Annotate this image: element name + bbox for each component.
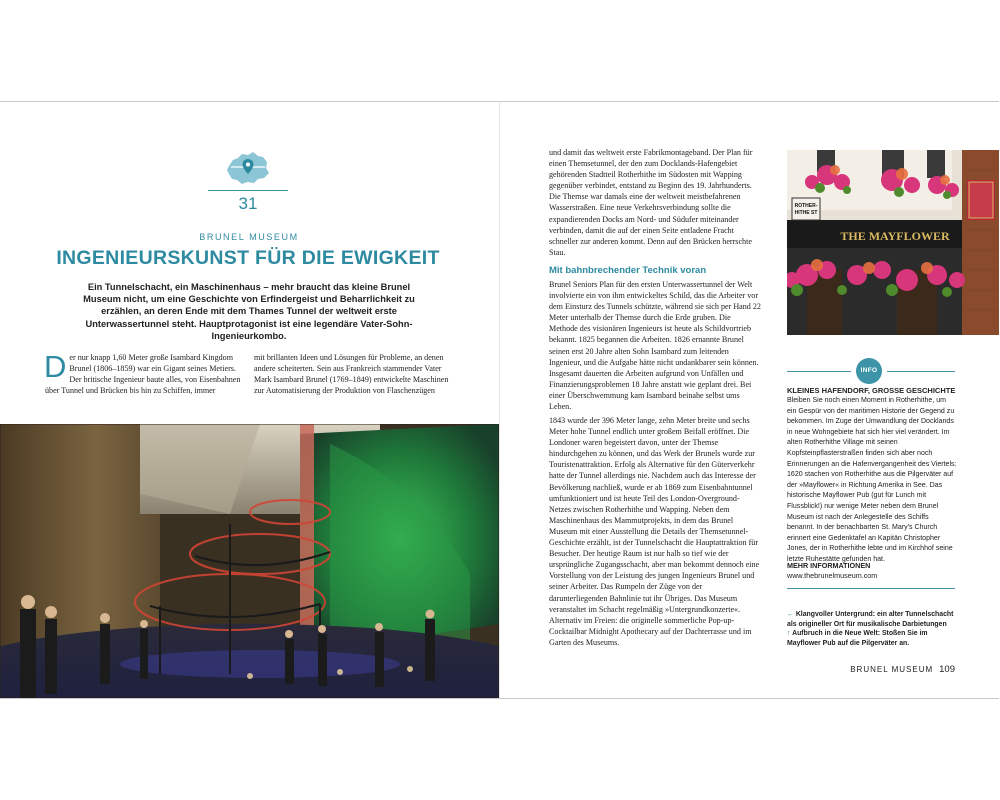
svg-text:ROTHER-: ROTHER- (794, 203, 818, 209)
info-rule-left (787, 371, 851, 372)
section-subhead: Mit bahnbrechender Technik voran (549, 265, 707, 276)
caption-1: Klangvoller Untergrund: ein alter Tunnelschacht als origineller Ort für musikalische Darbietungen (787, 611, 954, 628)
page-footer (850, 664, 955, 675)
intro-column-1 (44, 349, 241, 396)
info-title: KLEINES HAFENDORF, GROSSE GESCHICHTE (787, 386, 956, 395)
body-column-para1 (549, 147, 761, 258)
mayflower-pub-photo (787, 150, 999, 335)
more-info-title: MEHR INFORMATIONEN (787, 561, 871, 570)
page-number: 109 (939, 664, 955, 675)
chapter-kicker: BRUNEL MUSEUM (199, 232, 299, 242)
london-map-pin-icon (225, 150, 271, 186)
page-gutter (499, 102, 500, 698)
intro-column-2 (254, 352, 454, 396)
arrow-left-icon: ← (787, 611, 794, 618)
info-text: Bleiben Sie noch einen Moment in Rotherhithe, um ein Gespür von der maritimen Historie der Gegend zu bekommen. Im Zuge der Umwandlung der Docklands in neue Wohngebiete hat sich hier viel verändert. Im alten Rotherhithe Village mit seinen Kopfsteinpflasterstraßen finden sich aber noch Erinnerungen an die Hafenvergangenheit des Viertels: 1620 stachen von Rotherhithe aus die Pilgerväter auf der »Mayflower« in Richtung Amerika in See. Das historische Mayflower Pub (gut für Lunch mit Flussblick!) nur wenige Meter neben dem Brunel Museum ist nach der Anlegestelle des Schiffs benannt. In der benachbarten St. Mary's Church erinnert eine Gedenktafel an Kapitän Christopher Jones, der in Rotherhithe lebte und im Kirchhof seine letzte Ruhestätte gefunden hat. (787, 397, 957, 563)
info-badge: INFO (856, 358, 882, 384)
pub-sign-text: THE MAYFLOWER (840, 229, 950, 243)
body-column-para2 (549, 279, 761, 412)
dropcap: D (44, 349, 67, 384)
tunnel-shaft-photo (0, 424, 499, 698)
info-rule-right (887, 371, 955, 372)
chapter-headline: INGENIEURSKUNST FÜR DIE EWIGKEIT (56, 247, 440, 269)
info-body (787, 396, 957, 566)
photo-captions (787, 610, 959, 648)
info-end-rule (787, 588, 955, 589)
chapter-number: 31 (238, 194, 258, 213)
arrow-up-icon: ↑ (787, 630, 791, 638)
body-para-2: Brunel Seniors Plan für den ersten Unterwassertunnel der Welt involvierte ein von ihm entwickeltes Schild, das die Arbeiter vor dem Einsturz des Tunnels schützte, während sie sich per Hand 22 Meter unterhalb der Themse durch die Erde gruben. Die Methode des visionären Ingenieurs ist heute als Schildvortrieb bekannt. 1825 begannen die Arbeiten. 1826 ernannte Brunel seinen erst 20 Jahre alten Sohn Isambard zum leitenden Ingenieur, und die Aufgabe hätte nicht undankbarer sein können. Insgesamt dauerten die Arbeiten aufgrund von Unfällen und Finanzierungsproblemen 18 Jahre anstatt wie geplant drei. Bei einer Überschwemmung kam Isambard beinahe selbst ums Leben. (549, 280, 761, 412)
caption-2: Aufbruch in die Neue Welt: Stoßen Sie im Mayflower Pub auf die Pilgerväter an. (787, 630, 928, 647)
svg-text:HITHE ST: HITHE ST (794, 210, 818, 216)
more-info-url[interactable]: www.thebrunelmuseum.com (787, 571, 878, 580)
chapter-lead: Ein Tunnelschacht, ein Maschinenhaus – mehr braucht das kleine Brunel Museum nicht, um eine Geschichte von Erfindergeist und Beharrlichkeit zu erzählen, an deren Ende mit dem Thames Tunnel der weltweit erste Unterwassertunnel steht. Hauptprotagonist ist eine legendäre Vater-Sohn-Ingenieurkombo. (83, 282, 415, 341)
book-spread (0, 101, 999, 699)
body-para-1: und damit das weltweit erste Fabrikmontageband. Der Plan für einen Themsetunnel, der den zum Docklands-Hafengebiet gehörenden Stadtteil Rotherhithe im Südosten mit Wapping gegenüber verbindet, entstand zu Beginn des 19. Jahrhunderts. Die Themse war damals eine der weltweit meistbefahrenen Wasserstraßen. Eine neue Verkehrsverbindung sollte die expandierenden Docks am Nord- und Südufer miteinander verbinden, damit die auf der einen Seite entladene Fracht schneller zur anderen kommt. Denn auf den Brücken herrschte Stau. (549, 148, 753, 257)
running-head: BRUNEL MUSEUM (850, 665, 934, 674)
body-para-3: 1843 wurde der 396 Meter lange, zehn Meter breite und sechs Meter hohe Tunnel endlich unter großem Beifall eröffnet. Die Londoner waren begeistert davon, unter der Themse hindurchgehen zu können, und das Werk der Brunels wurde zur Touristenattraktion. Erfolg als Alternative für den Güterverkehr hatte der Tunnel allerdings nie. Nachdem auch das Interesse der Bevölkerung nachließ, wurde er ab 1869 zum Eisenbahntunnel umfunktioniert und ist heute Teil des London-Overground-Netzes zwischen Rotherhithe und Wapping. Neben dem Maschinenhaus des Mammutprojekts, in dem das Brunel Museum mit einer Ausstellung die Details der Themsetunnel-Geschichte erzählt, ist der Tunnelschacht die Hauptattraktion für Besucher. Der heutige Raum ist nur halb so tief wie der ursprüngliche Zugangsschacht, aber man bekommt dennoch eine Vorstellung von der Leistung des jungen Ingenieurs Brunel und seiner Arbeiter. Das Rumpeln der Züge von der darunterliegenden Bahnlinie tut ihr Übriges. Das Museum veranstaltet im Schacht regelmäßig »Untergrundkonzerte«. Alternativ im Freien: die originelle sommerliche Pop-up-Cocktailbar Midnight Apothecary auf der Dachterrasse und im Garten des Museums. (549, 416, 760, 647)
chapter-number-rule (208, 190, 288, 191)
intro-text-1: er nur knapp 1,60 Meter große Isambard Kingdom Brunel (1806–1859) war ein Gigant seines Metiers. Der britische Ingenieur baute alles, von Eisenbahnen über Tunnel und Brücken bis hin zu Schiffen, immer (45, 353, 241, 396)
intro-text-2: mit brillanten Ideen und Lösungen für Probleme, an denen andere scheiterten. Sein aus Frankreich stammender Vater Mark Isambard Brunel (1769–1849) entwickelte Maschinen zur Automatisierung der Produktion von Flaschenzügen (254, 353, 449, 396)
body-column-para3 (549, 415, 761, 648)
